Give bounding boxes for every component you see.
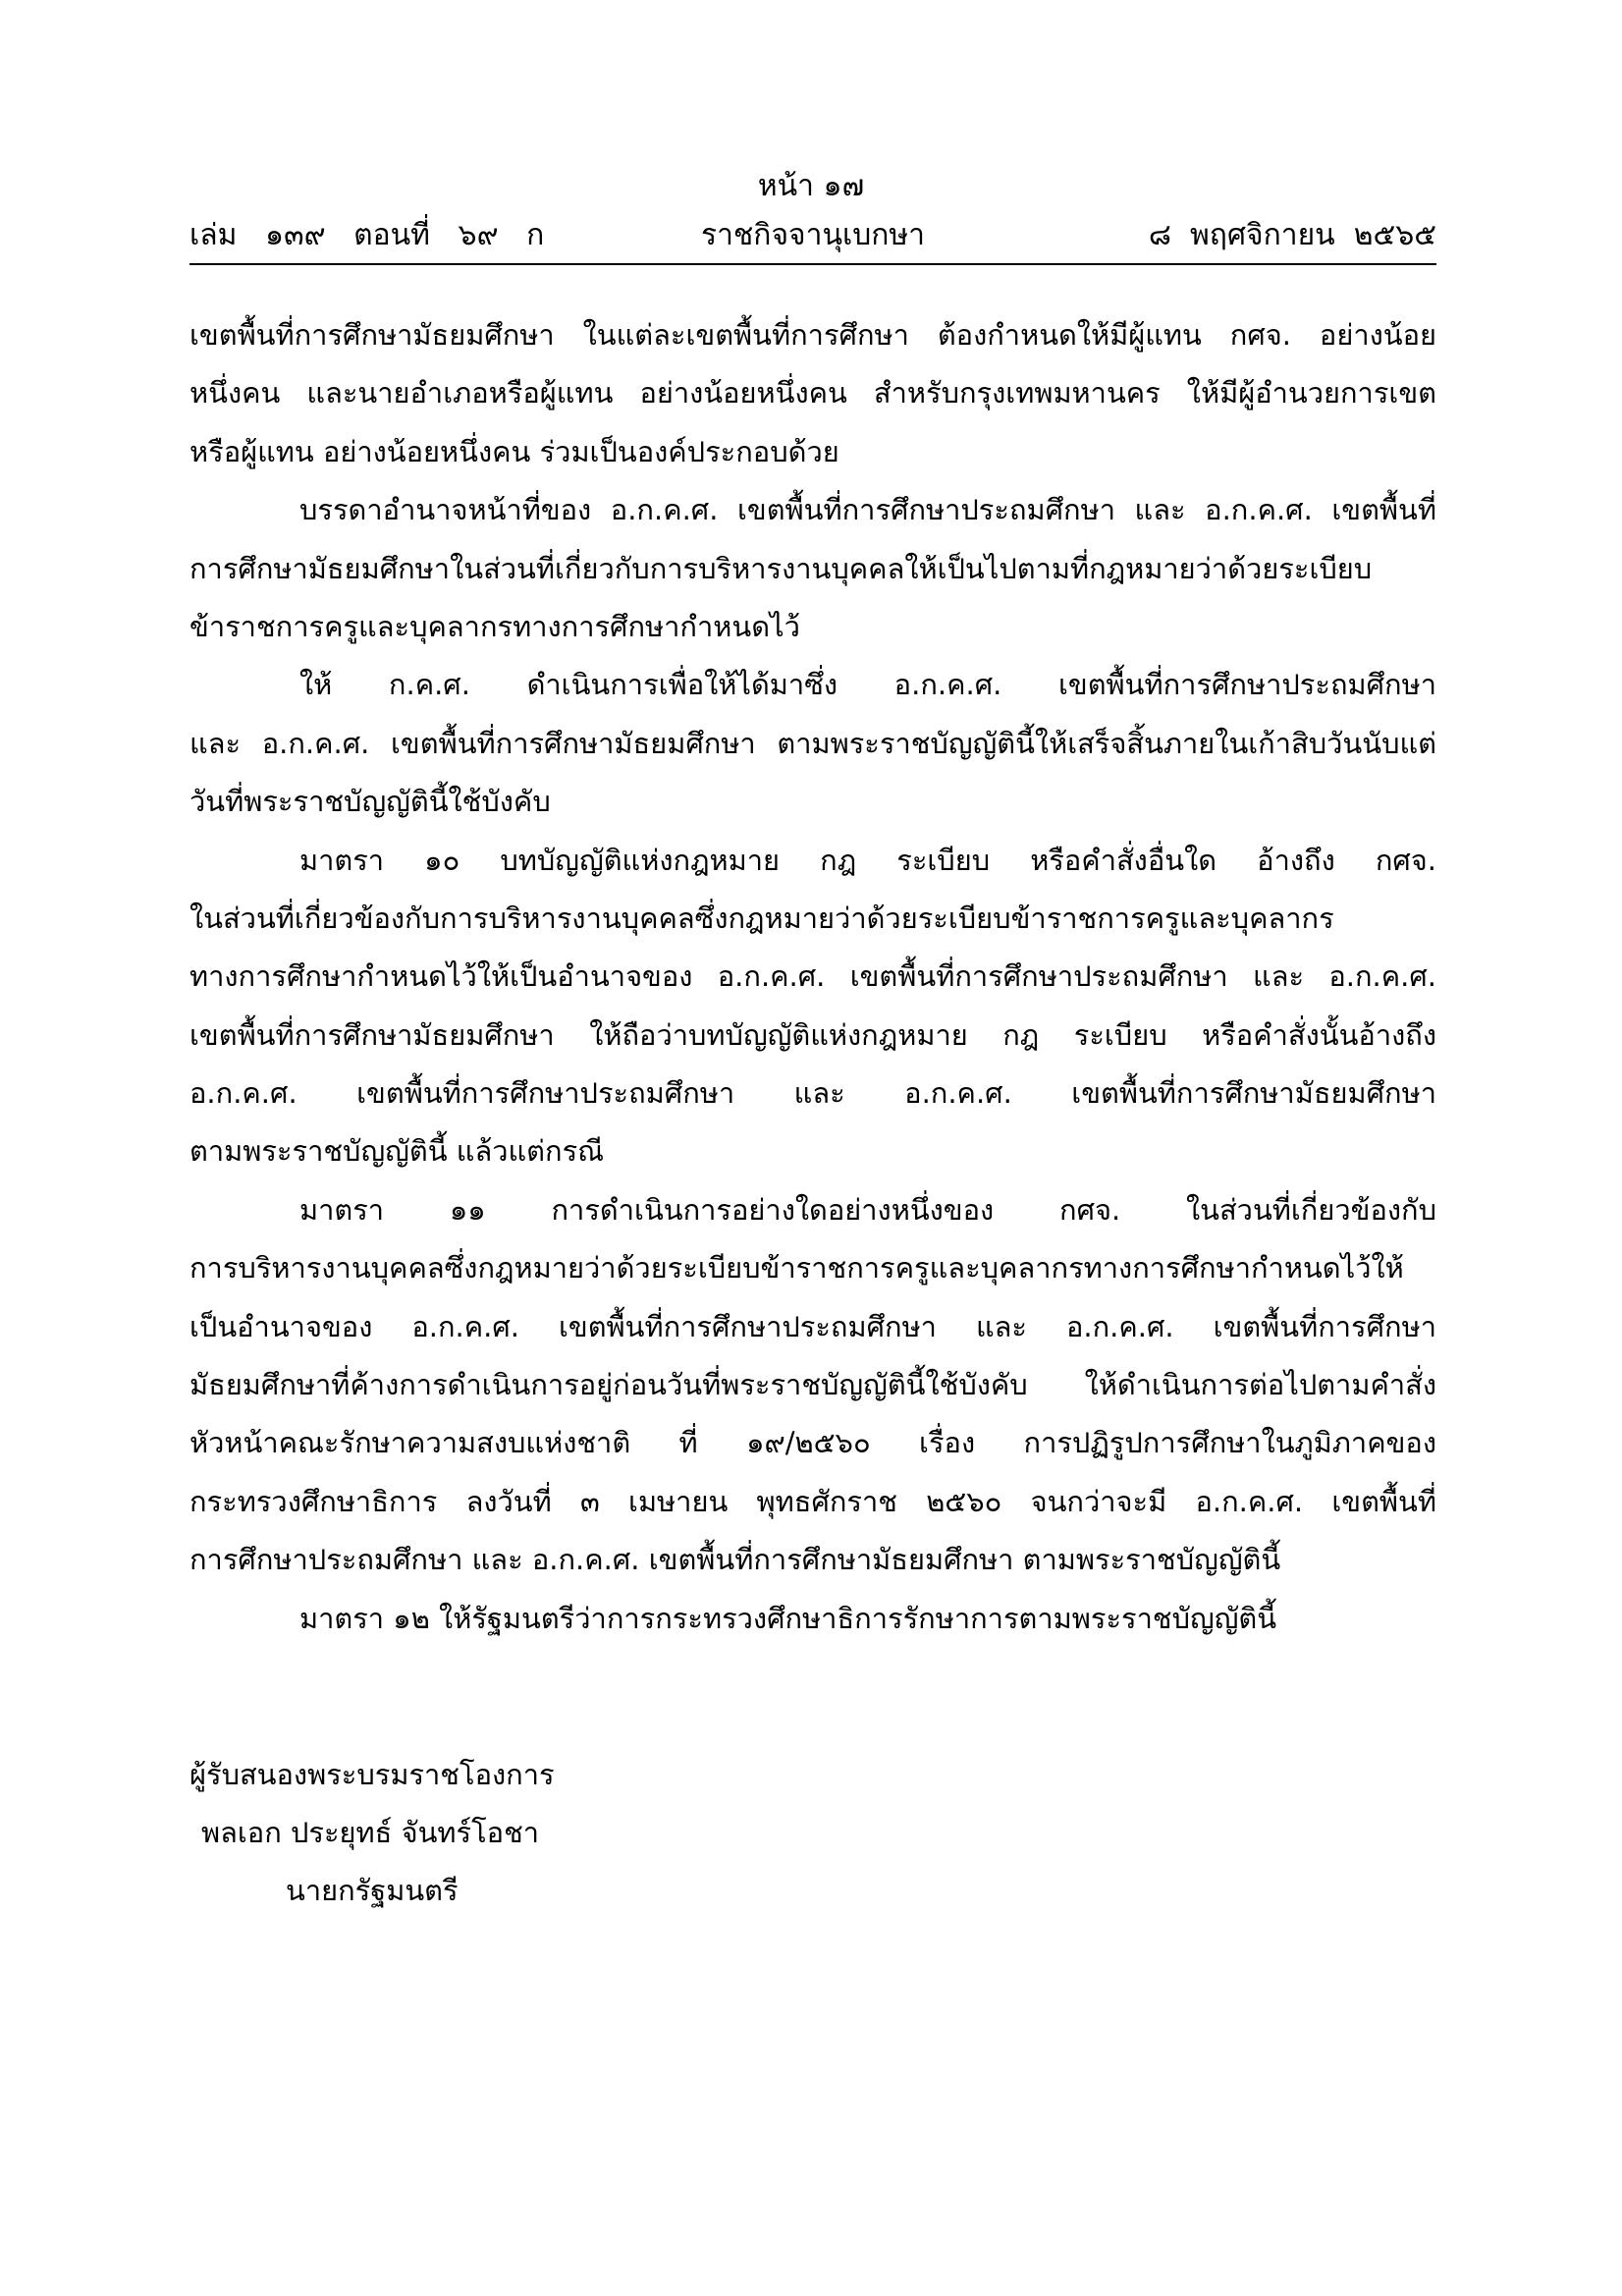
- text-line: และ อ.ก.ค.ศ. เขตพื้นที่การศึกษามัธยมศึกษา ตามพระราชบัญญัตินี้ให้เสร็จสิ้นภายในเก้าสิบวันนับแต่: [189, 726, 1436, 760]
- page-header: [189, 214, 1436, 257]
- text-line: ตามพระราชบัญญัตินี้ แล้วแต่กรณี: [189, 1134, 605, 1169]
- text-line: ข้าราชการครูและบุคลากรทางการศึกษากำหนดไว้: [189, 609, 800, 643]
- text-line: มาตรา ๑๒ ให้รัฐมนตรีว่าการกระทรวงศึกษาธิการรักษาการตามพระราชบัญญัตินี้: [299, 1601, 1277, 1635]
- text-line: ทางการศึกษากำหนดไว้ให้เป็นอำนาจของ อ.ก.ค.ศ. เขตพื้นที่การศึกษาประถมศึกษา และ อ.ก.ค.ศ.: [189, 959, 1436, 994]
- text-line: หรือผู้แทน อย่างน้อยหนึ่งคน ร่วมเป็นองค์ประกอบด้วย: [189, 434, 839, 468]
- text-line: เป็นอำนาจของ อ.ก.ค.ศ. เขตพื้นที่การศึกษาประถมศึกษา และ อ.ก.ค.ศ. เขตพื้นที่การศึกษา: [189, 1309, 1436, 1343]
- signatory-title: นายกรัฐมนตรี: [286, 1874, 459, 1907]
- text-line: การบริหารงานบุคคลซึ่งกฎหมายว่าด้วยระเบียบข้าราชการครูและบุคลากรทางการศึกษากำหนดไว้ให้: [189, 1251, 1404, 1285]
- text-line: การศึกษาประถมศึกษา และ อ.ก.ค.ศ. เขตพื้นที่การศึกษามัธยมศึกษา ตามพระราชบัญญัตินี้: [189, 1543, 1281, 1577]
- text-line: กระทรวงศึกษาธิการ ลงวันที่ ๓ เมษายน พุทธศักราช ๒๕๖๐ จนกว่าจะมี อ.ก.ค.ศ. เขตพื้นที่: [189, 1484, 1436, 1518]
- text-line: มัธยมศึกษาที่ค้างการดำเนินการอยู่ก่อนวันที่พระราชบัญญัตินี้ใช้บังคับ ให้ดำเนินการต่อไปตามคำสั่ง: [189, 1368, 1436, 1402]
- text-line: เขตพื้นที่การศึกษามัธยมศึกษา ในแต่ละเขตพื้นที่การศึกษา ต้องกำหนดให้มีผู้แทน กศจ. อย่างน้อย: [189, 318, 1436, 352]
- text-line: เขตพื้นที่การศึกษามัธยมศึกษา ให้ถือว่าบทบัญญัติแห่งกฎหมาย กฎ ระเบียบ หรือคำสั่งนั้นอ้างถึง: [189, 1017, 1436, 1052]
- publication-date: ๘ พฤศจิกายน ๒๕๖๕: [1148, 218, 1436, 252]
- text-line: ในส่วนที่เกี่ยวข้องกับการบริหารงานบุคคลซึ่งกฎหมายว่าด้วยระเบียบข้าราชการครูและบุคลากร: [189, 901, 1334, 935]
- body-text: [189, 306, 1436, 1648]
- header-divider: [189, 263, 1436, 265]
- text-line: หนึ่งคน และนายอำเภอหรือผู้แทน อย่างน้อยหนึ่งคน สำหรับกรุงเทพมหานคร ให้มีผู้อำนวยการเขต: [189, 376, 1436, 410]
- countersign-label: ผู้รับสนองพระบรมราชโองการ: [189, 1758, 555, 1791]
- signatory-name: พลเอก ประยุทธ์ จันทร์โอชา: [201, 1816, 540, 1849]
- signature-block: [189, 1746, 877, 1920]
- text-line: การศึกษามัธยมศึกษาในส่วนที่เกี่ยวกับการบริหารงานบุคคลให้เป็นไปตามที่กฎหมายว่าด้วยระเบียบ: [189, 551, 1373, 585]
- text-line: บรรดาอำนาจหน้าที่ของ อ.ก.ค.ศ. เขตพื้นที่การศึกษาประถมศึกษา และ อ.ก.ค.ศ. เขตพื้นที่: [299, 493, 1436, 527]
- volume-issue: เล่ม ๑๓๙ ตอนที่ ๖๙ ก: [189, 218, 545, 252]
- text-line: วันที่พระราชบัญญัตินี้ใช้บังคับ: [189, 785, 551, 819]
- page-number: หน้า ๑๗: [757, 169, 865, 203]
- text-line: มาตรา ๑๑ การดำเนินการอย่างใดอย่างหนึ่งของ กศจ. ในส่วนที่เกี่ยวข้องกับ: [299, 1192, 1436, 1227]
- text-line: หัวหน้าคณะรักษาความสงบแห่งชาติ ที่ ๑๙/๒๕๖๐ เรื่อง การปฏิรูปการศึกษาในภูมิภาคของ: [189, 1426, 1436, 1460]
- text-line: มาตรา ๑๐ บทบัญญัติแห่งกฎหมาย กฎ ระเบียบ หรือคำสั่งอื่นใด อ้างถึง กศจ.: [299, 843, 1436, 877]
- text-line: ให้ ก.ค.ศ. ดำเนินการเพื่อให้ได้มาซึ่ง อ.ก.ค.ศ. เขตพื้นที่การศึกษาประถมศึกษา: [299, 668, 1436, 702]
- publication-title: ราชกิจจานุเบกษา: [700, 218, 926, 252]
- text-line: อ.ก.ค.ศ. เขตพื้นที่การศึกษาประถมศึกษา และ อ.ก.ค.ศ. เขตพื้นที่การศึกษามัธยมศึกษา: [189, 1076, 1436, 1111]
